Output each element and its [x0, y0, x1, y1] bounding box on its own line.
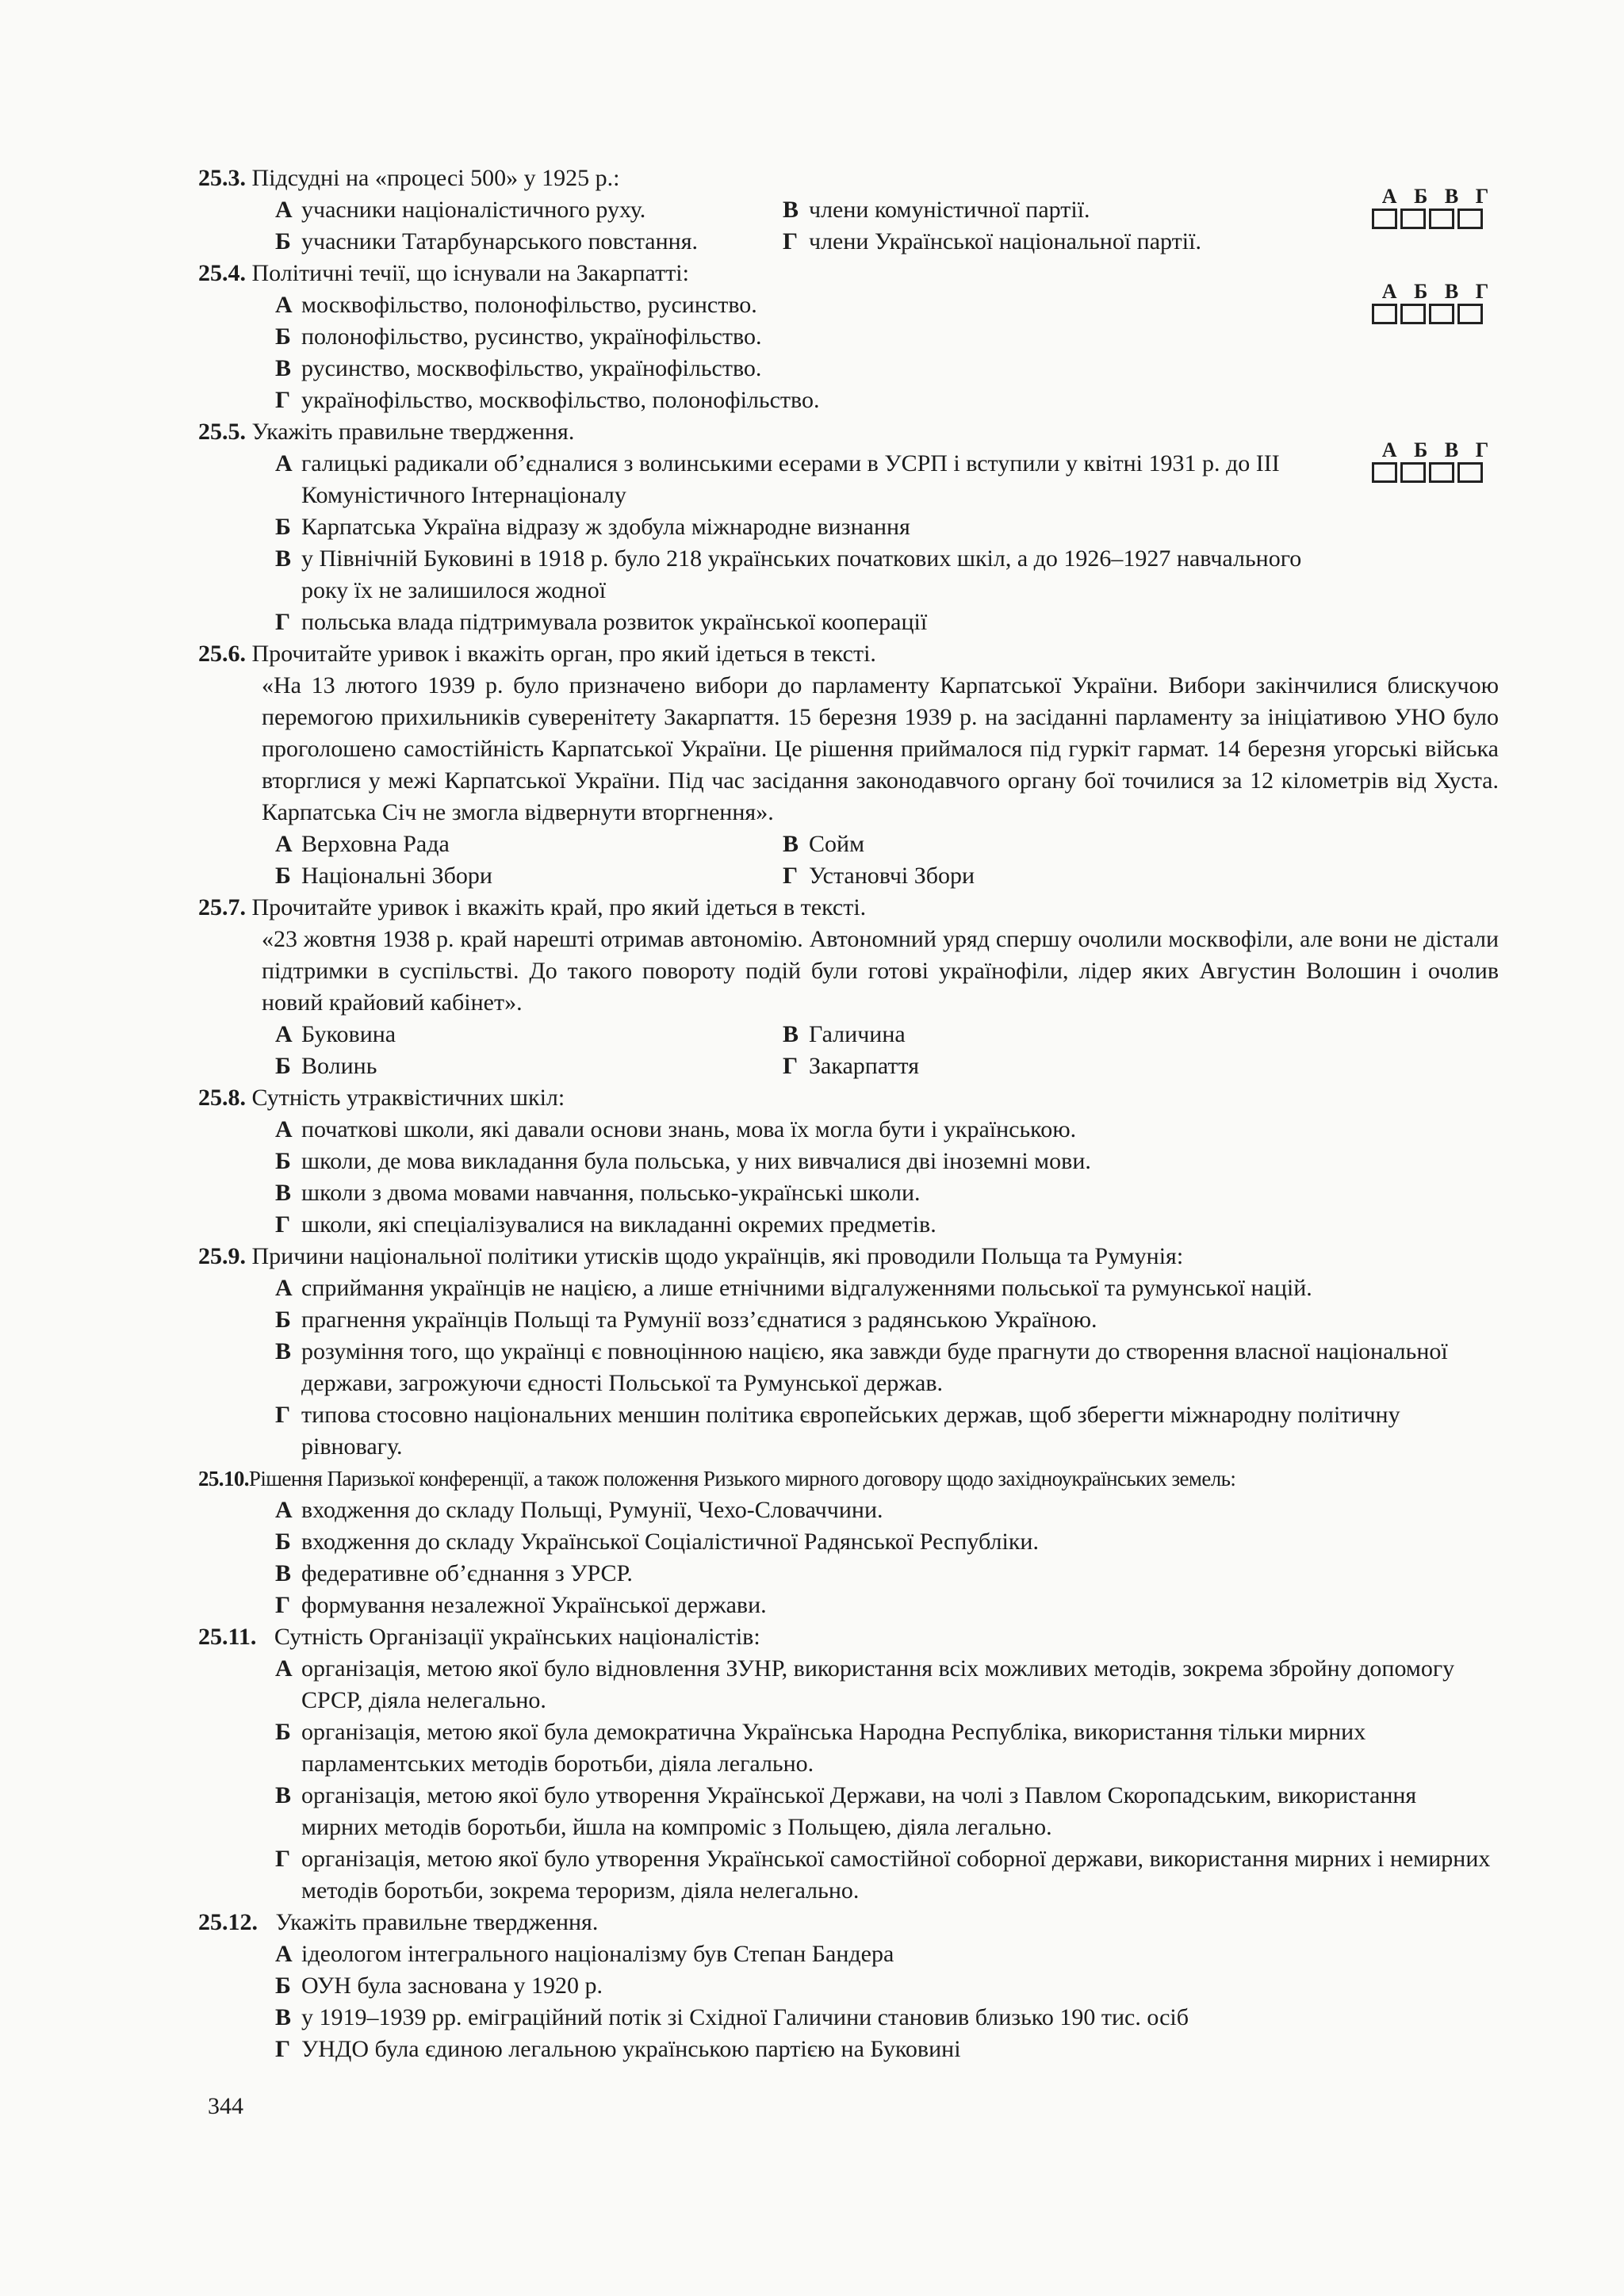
option-text: Верховна Рада	[301, 831, 450, 857]
option-letter: Г	[275, 1592, 291, 1618]
option	[275, 828, 783, 860]
option-text: українофільство, москвофільство, полонофільство.	[301, 387, 820, 413]
option-letter: Б	[275, 228, 291, 254]
option	[275, 1050, 783, 1082]
option-letter: Б	[275, 323, 291, 350]
option-text: галицькі радикали об’єдналися з волинськими есерами в УСРП і вступили у квітні 1931 р. до ІІІ Комуністичного Інтернаціоналу	[301, 450, 1280, 508]
question-number: 25.4.	[198, 260, 246, 286]
option	[198, 1590, 1499, 1621]
question-number: 25.12.	[198, 1909, 258, 1935]
question-number: 25.7.	[198, 894, 246, 920]
question-number: 25.6.	[198, 641, 246, 667]
option-letter: Б	[275, 1307, 291, 1333]
option-text: ідеологом інтегрального націоналізму був Степан Бандера	[301, 1941, 894, 1967]
option	[198, 321, 1499, 353]
question-number: 25.9.	[198, 1243, 246, 1269]
option-letter: Г	[275, 1402, 291, 1428]
option	[198, 1272, 1499, 1304]
option-text: Закарпаття	[809, 1053, 919, 1079]
option	[198, 1146, 1499, 1177]
option-letter: В	[783, 1021, 799, 1047]
option-text: члени комуністичної партії.	[809, 197, 1090, 223]
option	[275, 860, 783, 892]
option-letter: В	[275, 1560, 292, 1586]
answer-letter: А	[1381, 438, 1397, 461]
question-25-8	[198, 1082, 1499, 1241]
option	[783, 226, 1385, 258]
answer-letter: А	[1381, 185, 1397, 208]
answer-letter: Б	[1414, 280, 1428, 303]
option-text: входження до складу Польщі, Румунії, Чехо-Словаччини.	[301, 1497, 883, 1523]
option-text: москвофільство, полонофільство, русинство.	[301, 292, 757, 318]
option-letter: А	[275, 292, 293, 318]
option	[198, 1494, 1499, 1526]
question-25-10	[198, 1463, 1499, 1621]
option-text: початкові школи, які давали основи знань, мова їх могла бути і українською.	[301, 1116, 1077, 1142]
question-text: Сутність утраквістичних шкіл:	[251, 1085, 565, 1111]
option	[198, 385, 1499, 416]
option-letter: Г	[783, 863, 799, 889]
option-letter: В	[783, 831, 799, 857]
option-letter: А	[275, 1116, 293, 1142]
option-text: полонофільство, русинство, українофільство.	[301, 323, 762, 350]
option-text: учасники націоналістичного руху.	[301, 197, 646, 223]
question-text: Сутність Організації українських націоналістів:	[274, 1624, 760, 1650]
option	[783, 194, 1385, 226]
answer-letter: В	[1444, 280, 1459, 303]
option	[198, 1938, 1499, 1970]
options-grid	[198, 194, 1499, 258]
answer-checkbox[interactable]	[1429, 209, 1454, 229]
question-25-5	[198, 416, 1499, 638]
option-text: Сойм	[809, 831, 865, 857]
question-25-12	[198, 1907, 1499, 2065]
option-text: у 1919–1939 рр. еміграційний потік зі Східної Галичини становив близько 190 тис. осіб	[301, 2004, 1189, 2030]
option-text: школи, де мова викладання була польська, у них вивчалися дві іноземні мови.	[301, 1148, 1091, 1174]
option-text: Карпатська Україна відразу ж здобула міжнародне визнання	[301, 514, 910, 540]
answer-letter: Г	[1475, 280, 1489, 303]
option-text: типова стосовно національних меншин політика європейських держав, щоб зберегти міжнародну політичну рівновагу.	[301, 1402, 1400, 1460]
option-letter: Б	[275, 863, 291, 889]
option	[198, 1526, 1499, 1558]
options-grid	[198, 1019, 1499, 1082]
option-text: школи, які спеціалізувалися на викладанні окремих предметів.	[301, 1211, 936, 1238]
option	[198, 353, 1499, 385]
option-text: русинство, москвофільство, українофільство.	[301, 355, 762, 381]
question-number: 25.10.	[198, 1467, 249, 1490]
answer-checkbox[interactable]	[1457, 209, 1483, 229]
answer-letter: А	[1381, 280, 1397, 303]
question-25-7	[198, 892, 1499, 1082]
option-text: організація, метою якої була демократична Українська Народна Республіка, використання тільки мирних парламентських методів боротьби, діяла легально.	[301, 1719, 1366, 1777]
option-text: УНДО була єдиною легальною українською партією на Буковині	[301, 2036, 961, 2062]
answer-box	[1372, 186, 1499, 229]
option-letter: Б	[275, 1053, 291, 1079]
option	[198, 1209, 1499, 1241]
option-text: школи з двома мовами навчання, польсько-українські школи.	[301, 1180, 921, 1206]
question-number: 25.11.	[198, 1624, 257, 1650]
answer-checkbox[interactable]	[1400, 209, 1426, 229]
option-letter: А	[275, 1941, 293, 1967]
option-letter: Г	[783, 228, 799, 254]
option-letter: В	[275, 2004, 292, 2030]
quote-passage: «На 13 лютого 1939 р. було призначено вибори до парламенту Карпатської України. Вибори закінчилися блискучою перемогою прихильників суверенітету Закарпаття. 15 березня 1939 р. на засіданні парламенту за ініціативою УНО було проголошено самостійність Карпатської України. Це рішення приймалося під гуркіт гармат. 14 березня угорські війська вторглися у межі Карпатської України. Під час засідання законодавчого органу бої точилися за 12 кілометрів від Хуста. Карпатська Січ не змогла відвернути вторгнення».	[262, 672, 1499, 825]
page-content	[198, 163, 1499, 2065]
option	[198, 1653, 1499, 1716]
option-text: у Північній Буковині в 1918 р. було 218 українських початкових шкіл, а до 1926–1927 навчального року їх не залишилося жодної	[301, 545, 1302, 603]
option	[198, 1177, 1499, 1209]
option	[275, 194, 783, 226]
option-letter: Г	[783, 1053, 799, 1079]
answer-letter: В	[1444, 185, 1459, 208]
option	[198, 1558, 1499, 1590]
option-letter: Г	[275, 1211, 291, 1238]
option-text: члени Української національної партії.	[809, 228, 1201, 254]
option-text: Національні Збори	[301, 863, 492, 889]
question-text: Політичні течії, що існували на Закарпатті:	[251, 260, 689, 286]
option-letter: А	[275, 831, 293, 857]
option-letter: А	[275, 1021, 293, 1047]
option-text: організація, метою якої було утворення Української Держави, на чолі з Павлом Скоропадським, використання мирних методів боротьби, йшла на компроміс з Польщею, діяла легально.	[301, 1782, 1417, 1840]
option	[198, 2002, 1499, 2034]
option	[783, 1019, 1385, 1050]
question-25-11	[198, 1621, 1499, 1907]
option-letter: Г	[275, 609, 291, 635]
quote-passage: «23 жовтня 1938 р. край нарешті отримав автономію. Автономний уряд спершу очолили москвофіли, але вони не дістали підтримки в суспільстві. До такого повороту подій були готові українофіли, лідер яких Августин Волошин і очолив новий крайовий кабінет».	[262, 926, 1499, 1016]
option-text: федеративне об’єднання з УРСР.	[301, 1560, 633, 1586]
option	[198, 511, 1499, 543]
option-text: прагнення українців Польщі та Румунії возз’єднатися з радянською Україною.	[301, 1307, 1097, 1333]
option-text: сприймання українців не нацією, а лише етнічними відгалуженнями польської та румунської націй.	[301, 1275, 1312, 1301]
option	[198, 1114, 1499, 1146]
option-letter: Г	[275, 2036, 291, 2062]
question-text: Прочитайте уривок і вкажіть край, про який ідеться в тексті.	[251, 894, 867, 920]
page-number: 344	[208, 2093, 243, 2119]
answer-letter: Б	[1414, 185, 1428, 208]
question-text: Підсудні на «процесі 500» у 1925 р.:	[251, 165, 620, 191]
answer-letter: Г	[1475, 185, 1489, 208]
option	[275, 226, 783, 258]
option-text: організація, метою якої було утворення Української самостійної соборної держави, використання мирних і немирних методів боротьби, зокрема тероризм, діяла нелегально.	[301, 1846, 1491, 1904]
option-letter: А	[275, 450, 293, 476]
question-25-3	[198, 163, 1499, 258]
option	[198, 1336, 1499, 1399]
options-grid	[198, 828, 1499, 892]
option-text: входження до складу Української Соціалістичної Радянської Республіки.	[301, 1529, 1039, 1555]
option-letter: Б	[275, 514, 291, 540]
option-text: ОУН була заснована у 1920 р.	[301, 1973, 603, 1999]
option-text: розуміння того, що українці є повноцінною нацією, яка завжди буде прагнути до створення власної національної держави, загрожуючи єдності Польської та Румунської держав.	[301, 1338, 1448, 1396]
question-text: Рішення Паризької конференції, а також положення Ризького мирного договору щодо західноукраїнських земель:	[248, 1467, 1236, 1490]
option	[198, 1399, 1499, 1463]
question-number: 25.5.	[198, 419, 246, 445]
option-letter: В	[783, 197, 799, 223]
option-letter: В	[275, 1338, 292, 1364]
option-letter: А	[275, 1497, 293, 1523]
option-letter: А	[275, 1275, 293, 1301]
option	[198, 1843, 1499, 1907]
option-letter: Б	[275, 1148, 291, 1174]
option	[198, 607, 1499, 638]
option-text: організація, метою якої було відновлення ЗУНР, використання всіх можливих методів, зокрема збройну допомогу СРСР, діяла нелегально.	[301, 1655, 1455, 1713]
option	[198, 289, 1499, 321]
answer-letter: Б	[1414, 438, 1428, 461]
option-letter: Б	[275, 1973, 291, 1999]
option-letter: Б	[275, 1719, 291, 1745]
option	[198, 1780, 1499, 1843]
option	[783, 828, 1385, 860]
option-letter: Г	[275, 387, 291, 413]
option-text: формування незалежної Української держави.	[301, 1592, 767, 1618]
question-25-4	[198, 258, 1499, 416]
option	[275, 1019, 783, 1050]
option-letter: В	[275, 1782, 292, 1808]
question-25-6	[198, 638, 1499, 892]
answer-letter: Г	[1475, 438, 1489, 461]
option-letter: Б	[275, 1529, 291, 1555]
option-letter: А	[275, 197, 293, 223]
question-25-9	[198, 1241, 1499, 1463]
option	[198, 1716, 1499, 1780]
question-text: Укажіть правильне твердження.	[251, 419, 575, 445]
option	[783, 860, 1385, 892]
option	[198, 543, 1499, 607]
answer-letter: В	[1444, 438, 1459, 461]
option-letter: Г	[275, 1846, 291, 1872]
question-text: Прочитайте уривок і вкажіть орган, про який ідеться в тексті.	[251, 641, 876, 667]
option	[198, 1304, 1499, 1336]
option-text: Установчі Збори	[809, 863, 975, 889]
question-number: 25.8.	[198, 1085, 246, 1111]
option-letter: В	[275, 1180, 292, 1206]
option-text: Буковина	[301, 1021, 396, 1047]
option	[783, 1050, 1385, 1082]
question-number: 25.3.	[198, 165, 246, 191]
question-text: Укажіть правильне твердження.	[275, 1909, 599, 1935]
option-text: Волинь	[301, 1053, 377, 1079]
option-letter: В	[275, 545, 292, 572]
option-letter: А	[275, 1655, 293, 1682]
option-text: польська влада підтримувала розвиток української кооперації	[301, 609, 928, 635]
option	[198, 2034, 1499, 2065]
question-text: Причини національної політики утисків щодо українців, які проводили Польща та Румунія:	[251, 1243, 1184, 1269]
option	[198, 1970, 1499, 2002]
option	[198, 448, 1499, 511]
option-letter: В	[275, 355, 292, 381]
option-text: Галичина	[809, 1021, 906, 1047]
option-text: учасники Татарбунарського повстання.	[301, 228, 699, 254]
